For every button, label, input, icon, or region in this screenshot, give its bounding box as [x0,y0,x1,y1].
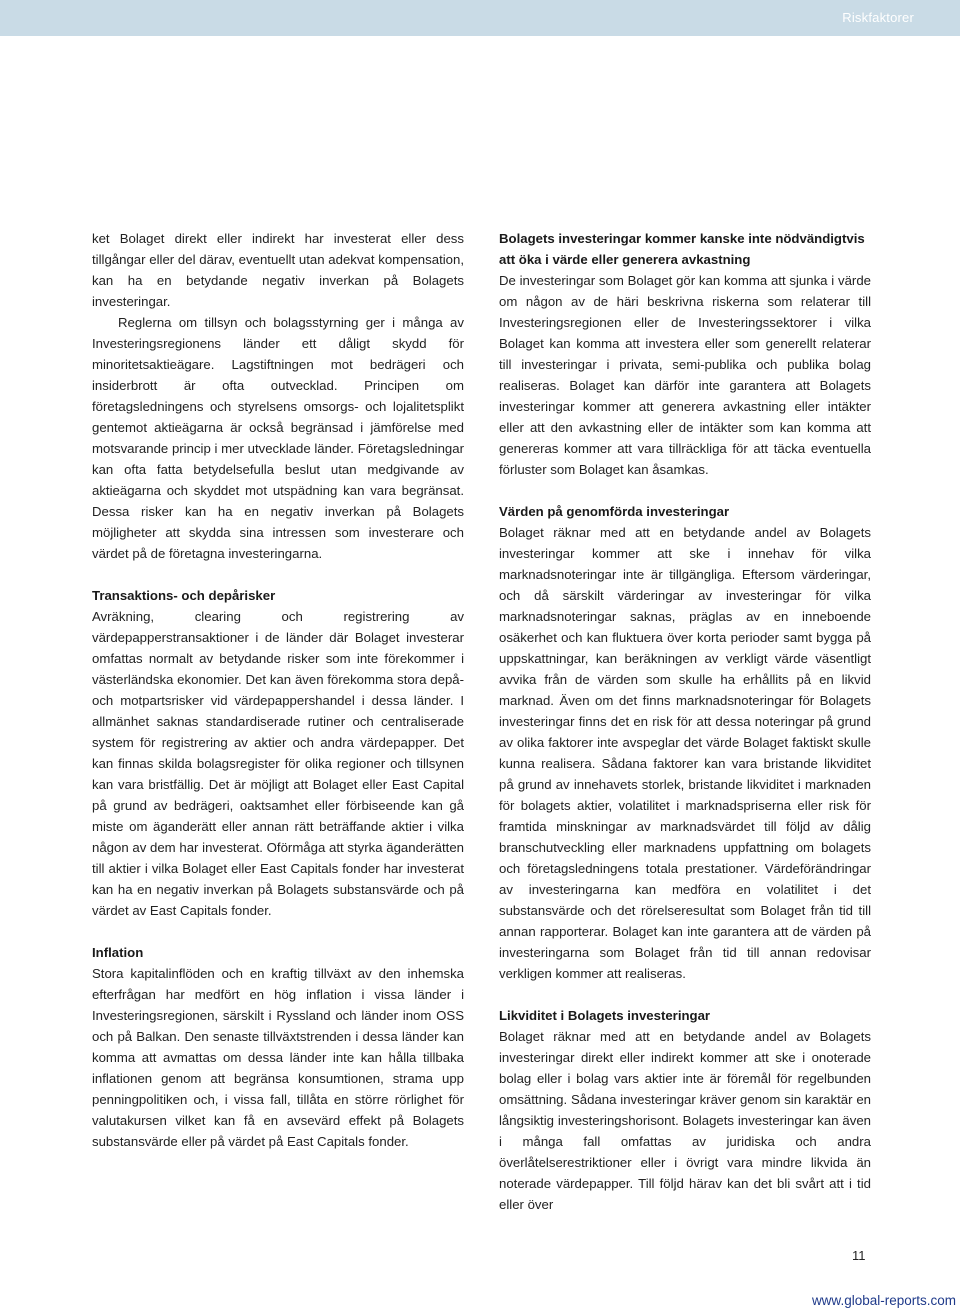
left-column [92,228,464,1152]
spacer [92,921,464,942]
section-heading: Inflation [92,945,144,960]
section-heading: Bolagets investeringar kommer kanske inte nödvändigtvis att öka i värde eller generera avkastning [499,231,865,267]
spacer [499,480,871,501]
paragraph: Reglerna om tillsyn och bolagsstyrning ger i många av Investeringsregionens länder ett dåligt skydd för minoritetsaktieägare. Lagstiftningen mot bedrägeri och insiderbrott är ofta outvecklad. Principen om företagsledningens och styrelsens omsorgs- och lojalitetsplikt gentemot aktieägarna är också begränsad i jämförelse med motsvarande princip i mer utvecklade länder. Företagsledningar kan ofta fatta betydelsefulla beslut utan medgivande av aktieägarna och skyddet mot utspädning kan vara begränsat. Dessa risker kan ha en negativ inverkan på Bolagets möjligheter att skydda sina intressen som investerare och värdet på de företagna investeringarna. [92,315,464,561]
paragraph: Stora kapitalinflöden och en kraftig tillväxt av den inhemska efterfrågan har medfört en hög inflation i vissa länder i Investeringsregionen, särskilt i Ryssland och länder inom OSS och på Balkan. Den senaste tillväxtstrenden i dessa länder kan komma att avmattas om dessa länder inte kan hålla tillbaka inflationen genom att begränsa konsumtionen, strama upp penningpolitiken och, i vissa fall, tillåta en större rörlighet för valutakursen vilket kan få en avsevärd effekt på Bolagets substansvärde eller på värdet på East Capitals fonder. [92,966,464,1149]
paragraph: ket Bolaget direkt eller indirekt har investerat eller dess tillgångar eller del därav, eventuellt utan adekvat kompensation, kan ha en betydande negativ inverkan på Bolagets investeringar. [92,231,464,309]
spacer [92,564,464,585]
header-bar [0,0,960,36]
paragraph: De investeringar som Bolaget gör kan komma att sjunka i värde om någon av de häri beskrivna riskerna som relaterar till Investeringsregionen eller de Investeringssektorer i vilka Bolaget kan komma att investera eller som generellt relaterar till investeringar i privata, semi-publika och publika bolag realiseras. Bolaget kan därför inte garantera att Bolagets investeringar kommer att generera avkastning eller intäkter eller att den avkastning eller de intäkter som kan komma att genereras kommer att vara tillräckliga för att täcka eventuella förluster som Bolaget kan åsamkas. [499,273,871,477]
section-heading: Likviditet i Bolagets investeringar [499,1008,711,1023]
section-title: Riskfaktorer [842,10,914,25]
spacer [499,984,871,1005]
paragraph: Bolaget räknar med att en betydande andel av Bolagets investeringar kommer att ske i innehav för vilka marknadsnoteringar inte är tillgängliga. Eftersom värderingar, och då särskilt värderingar av investeringar för vilka marknadsnoteringar saknas, präglas av en inneboende osäkerhet och kan fluktuera över korta perioder samt bygga på uppskattningar, kan beräkningen av verkligt värde väsentligt avvika från de värden som skulle ha erhållits på en likvid marknad. Även om det finns marknadsnoteringar för Bolagets investeringar finns det en risk för att dessa noteringar på grund av olika faktorer inte avspeglar det värde Bolaget faktiskt skulle kunna realisera. Sådana faktorer kan vara bristande likviditet på grund av innehavets storlek, bristande likviditet i marknaden för bolagets aktier, volatilitet i marknadspriserna eller risk för framtida minskningar av marknadsvärdet till följd av dålig branschutveckling eller marknadens uppfattning om bolagets och företagsledningens totala prestationer. Värdeförändringar av investeringarna kan medföra en volatilitet i det substansvärde och det rörelseresultat som Bolaget från tid till annan rapporterar. Bolaget kan inte garantera att de värden på investeringarna som Bolaget från tid till annan redovisar verkligen kommer att realiseras. [499,525,871,981]
paragraph: Bolaget räknar med att en betydande andel av Bolagets investeringar direkt eller indirekt kommer att ske i onoterade bolag eller i bolag vars aktier inte är föremål för regelbunden omsättning. Sådana investeringar kräver genom sin karaktär en långsiktig investeringshorisont. Bolagets investeringar kan även i många fall omfattas av juridiska och andra överlåtelserestriktioner eller i övrigt vara mindre likvida än noterade värdepapper. Till följd härav kan det bli svårt att i tid eller över [499,1029,871,1212]
right-column [499,228,871,1215]
watermark-link[interactable]: www.global-reports.com [811,1293,956,1308]
section-heading: Värden på genomförda investeringar [499,504,730,519]
page-number: 11 [852,1248,866,1263]
paragraph: Avräkning, clearing och registrering av värdepapperstransaktioner i de länder där Bolaget investerar omfattas normalt av betydande risker som inte förekommer i västerländska ekonomier. Det kan även förekomma stora depå- och motpartsrisker vid värdepappershandel i dessa länder. I allmänhet saknas standardiserade rutiner och centraliserade system för registrering av aktier och andra värdepapper. Det kan finnas skilda bolagsregister för olika regioner och tillsynen kan vara bristfällig. Det är möjligt att Bolaget eller East Capital på grund av bedrägeri, oaktsamhet eller förbiseende kan gå miste om äganderätt eller annan rätt beträffande aktier i vilka någon av dem har investerat. Oförmåga att styrka äganderätten till aktier i vilka Bolaget eller East Capitals fonder har investerat kan ha en negativ inverkan på Bolagets substansvärde och på värdet av East Capitals fonder. [92,609,464,918]
section-heading: Transaktions- och depårisker [92,588,276,603]
